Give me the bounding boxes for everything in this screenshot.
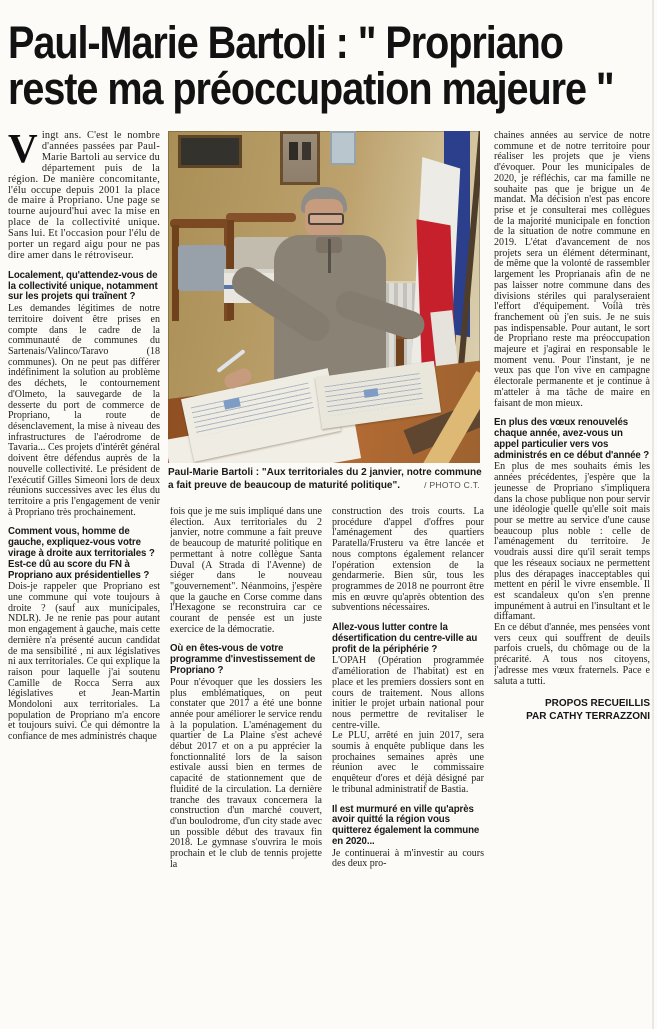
article-paragraph: fois que je me suis impliqué dans une élection. Aux territoriales du 2 janvier, notre commune a fait preuve de beaucoup de maturité politique en permettant à notre collègue Santa Duval (A Strada di l'Avenne) de siéger dans le nouveau "gouvernement". Néanmoins, j'espère que la gauche en Corse comme dans l'Hexagone se reconstruira car ce courant de pensée est un juste exercice de la démocratie. — [170, 507, 322, 635]
photo-caption — [168, 467, 482, 492]
drop-cap: V — [8, 131, 38, 171]
headline-line-2: reste ma préoccupation majeure " — [8, 63, 614, 114]
photo-picture-frame — [330, 131, 356, 165]
byline: PROPOS RECUEILLIS PAR CATHY TERRAZZONI — [526, 698, 650, 722]
interview-question: Il est murmuré en ville qu'après avoir quitté la région vous quitterez également la commune en 2020... — [332, 803, 480, 847]
photo-man-glasses — [308, 213, 344, 225]
headline-line-1: Paul-Marie Bartoli : " Propriano — [8, 17, 563, 68]
article-headline — [8, 17, 657, 114]
article-paragraph: Pour n'évoquer que les dossiers les plus emblématiques, on peut constater que 2017 a été une bonne année pour améliorer le service rendu à la population. L'aménagement du quartier de La Plaine s'est achevé début 2017 et on a pu apprécier la fonctionnalité lors de la saison estivale aussi bien en termes de capacité de stationnement que de fluidité de la circulation. La dernière tranche des travaux concernera la construction d'un marché couvert, d'un boulodrome, d'un city stade avec un possible début des travaux fin 2018. Le gymnase s'ouvrira le mois prochain et le club de tennis projette la — [170, 676, 322, 870]
article-column-2 — [170, 507, 322, 1019]
article-paragraph: L'OPAH (Opération programmée d'amélioration de l'habitat) est en place et les premiers dossiers sont en cours de traitement. Nous allons initier le projet urbain national pour nous permettre de revitaliser le centre-ville. Le PLU, arrêté en juin 2017, sera soumis à enquête publique dans les prochaines semaines après une réunion avec le commissaire enquêteur d'ores et déjà désigné par le tribunal administratif de Bastia. — [332, 655, 484, 795]
interview-question: Comment vous, homme de gauche, expliquez-vous votre virage à droite aux territoriales ? Est-ce dû au score du FN à Propriano aux présidentielles ? — [8, 526, 155, 581]
article-paragraph: construction des trois courts. La procédure d'appel d'offres pour l'aménagement des quartiers Paratella/Frusteru va être lancée et nous comptons également relancer l'opération extension de la gendarmerie. Bien sûr, tous les programmes de 2018 ne pourront être mis en œuvre qu'après obtention des subventions nécessaires. — [332, 507, 484, 614]
article-paragraph: chaines années au service de notre commune et de notre territoire pour réaliser les projets que je viens d'évoquer. Pour les municipales de 2020, je réfléchis, car ma famille ne souhaite pas que je brigue un 4e mandat. Ma décision n'est pas encore prise et je consulterai mes collègues de la majorité municipale en fonction de la situation de notre commune en 2019. L'état d'avancement de nos projets sera un élément déterminant, de même que la volonté de rassembler largement les Proprianais afin de ne pas laisser notre commune dans des divisions stériles qui paralyseraient l'effort d'équipement. Voilà très franchement où j'en suis. Je ne suis pas indispensable. Pour autant, le sort de Propriano reste ma préoccupation majeure et j'agirai en responsable le moment venu. Pour l'instant, je ne veux pas que l'on vive en campagne électorale permanente et je continue à m'atteler à ma tâche de maire en faisant de mon mieux. — [494, 131, 650, 409]
article-paragraph: Dois-je rappeler que Propriano est une commune qui vote toujours à droite ? (sauf aux municipales, NDLR). Je ne renie pas pour autant mon engagement à gauche, mais cette dernière n'a présenté aucun candidat de ma sensibilité , ni aux législatives ni aux territoriales. Ce qui explique la raison pour laquelle j'ai soutenu Camille de Rocca Serra aux législatives et Jean-Martin Mondoloni aux territoriales. La population de Propriano m'a encore et toujours suivi. Ce qui démontre la confiance de mes administrés chaque — [8, 581, 160, 743]
interview-question: En plus des vœux renouvelés chaque année, avez-vous un appel particulier vers vos administrés en ce début d'année ? — [494, 417, 650, 461]
article-paragraph: En plus de mes souhaits émis les années précédentes, j'espère que la jeunesse de Propriano s'impliquera dans la chose publique non pour servir une idéologie quelle qu'elle soit mais pour se mettre au service d'une cause beaucoup plus noble : celle de l'aménagement du territoire. Je voudrais aussi dire qu'il serait temps que les réseaux sociaux ne permettent plus des dérapages inacceptables qui mettent en péril le vivre ensemble. Il est scandaleux qu'on s'en prenne impunément à autrui en l'insultant et le diffamant. En ce début d'année, mes pensées vont vers ceux qui souffrent de deuils parfois cruels, du chômage ou de la précarité. A tous nos citoyens, j'adresse mes vœux fraternels. Pace e saluta a tutti. — [494, 461, 650, 687]
photo-man-zip — [328, 239, 331, 273]
interview-question: Localement, qu'attendez-vous de la collectivité unique, notamment sur les projets qui traînent ? — [8, 269, 158, 303]
intro-paragraph: Vingt ans. C'est le nombre d'années passées par Paul-Marie Bartoli au service du département puis de la région. De manière concomitante, l'élu occupe depuis 2001 la place de maire à Propriano. Une page se tourne aujourd'hui avec la mise en place de la collectivité unique. Sans lui. Et l'occasion pour l'élu de porter un regard aigu pour ne pas dire amer dans le rétroviseur. — [8, 131, 160, 261]
photo-picture-frame — [178, 135, 242, 168]
article-paragraph: Les demandes légitimes de notre territoire doivent être prises en compte dans le cadre de la communauté de communes du Sartenais/Valinco/Taravo (18 communes). On ne peut pas différer indéfiniment la solution au problème des déchets, le contournement d'Olmeto, la sauvegarde de la desserte du port de commerce de Propriano, la route de désenclavement, la mise à niveau des infrastructures de l'aérodrome de Tavaria... Ces projets d'intérêt général doivent être défendus auprès de la nouvelle collectivité. Le président de l'exécutif Gilles Simeoni lors de deux réunions successives avec les élus du territoire a pris l'engagement de venir à Propriano très prochainement. — [8, 303, 160, 518]
article-paragraph: Je continuerai à m'investir au cours des deux pro- — [332, 847, 484, 870]
scan-edge-shadow — [652, 0, 654, 1029]
photo-picture-frame — [280, 131, 320, 185]
photo-caption-text: Paul-Marie Bartoli : "Aux territoriales du 2 janvier, notre commune a fait preuve de beaucoup de maturité politique". — [168, 467, 482, 491]
article-photo — [168, 131, 480, 463]
article-column-1 — [8, 131, 160, 1021]
interview-question: Allez-vous lutter contre la désertification du centre-ville au profit de la périphérie ? — [332, 622, 478, 655]
photo-credit: / PHOTO C.T. — [424, 479, 480, 490]
interview-question: Où en êtes-vous de votre programme d'investissement de Propriano ? — [170, 643, 316, 677]
article-column-4 — [494, 131, 650, 1021]
article-column-3 — [332, 507, 484, 1019]
